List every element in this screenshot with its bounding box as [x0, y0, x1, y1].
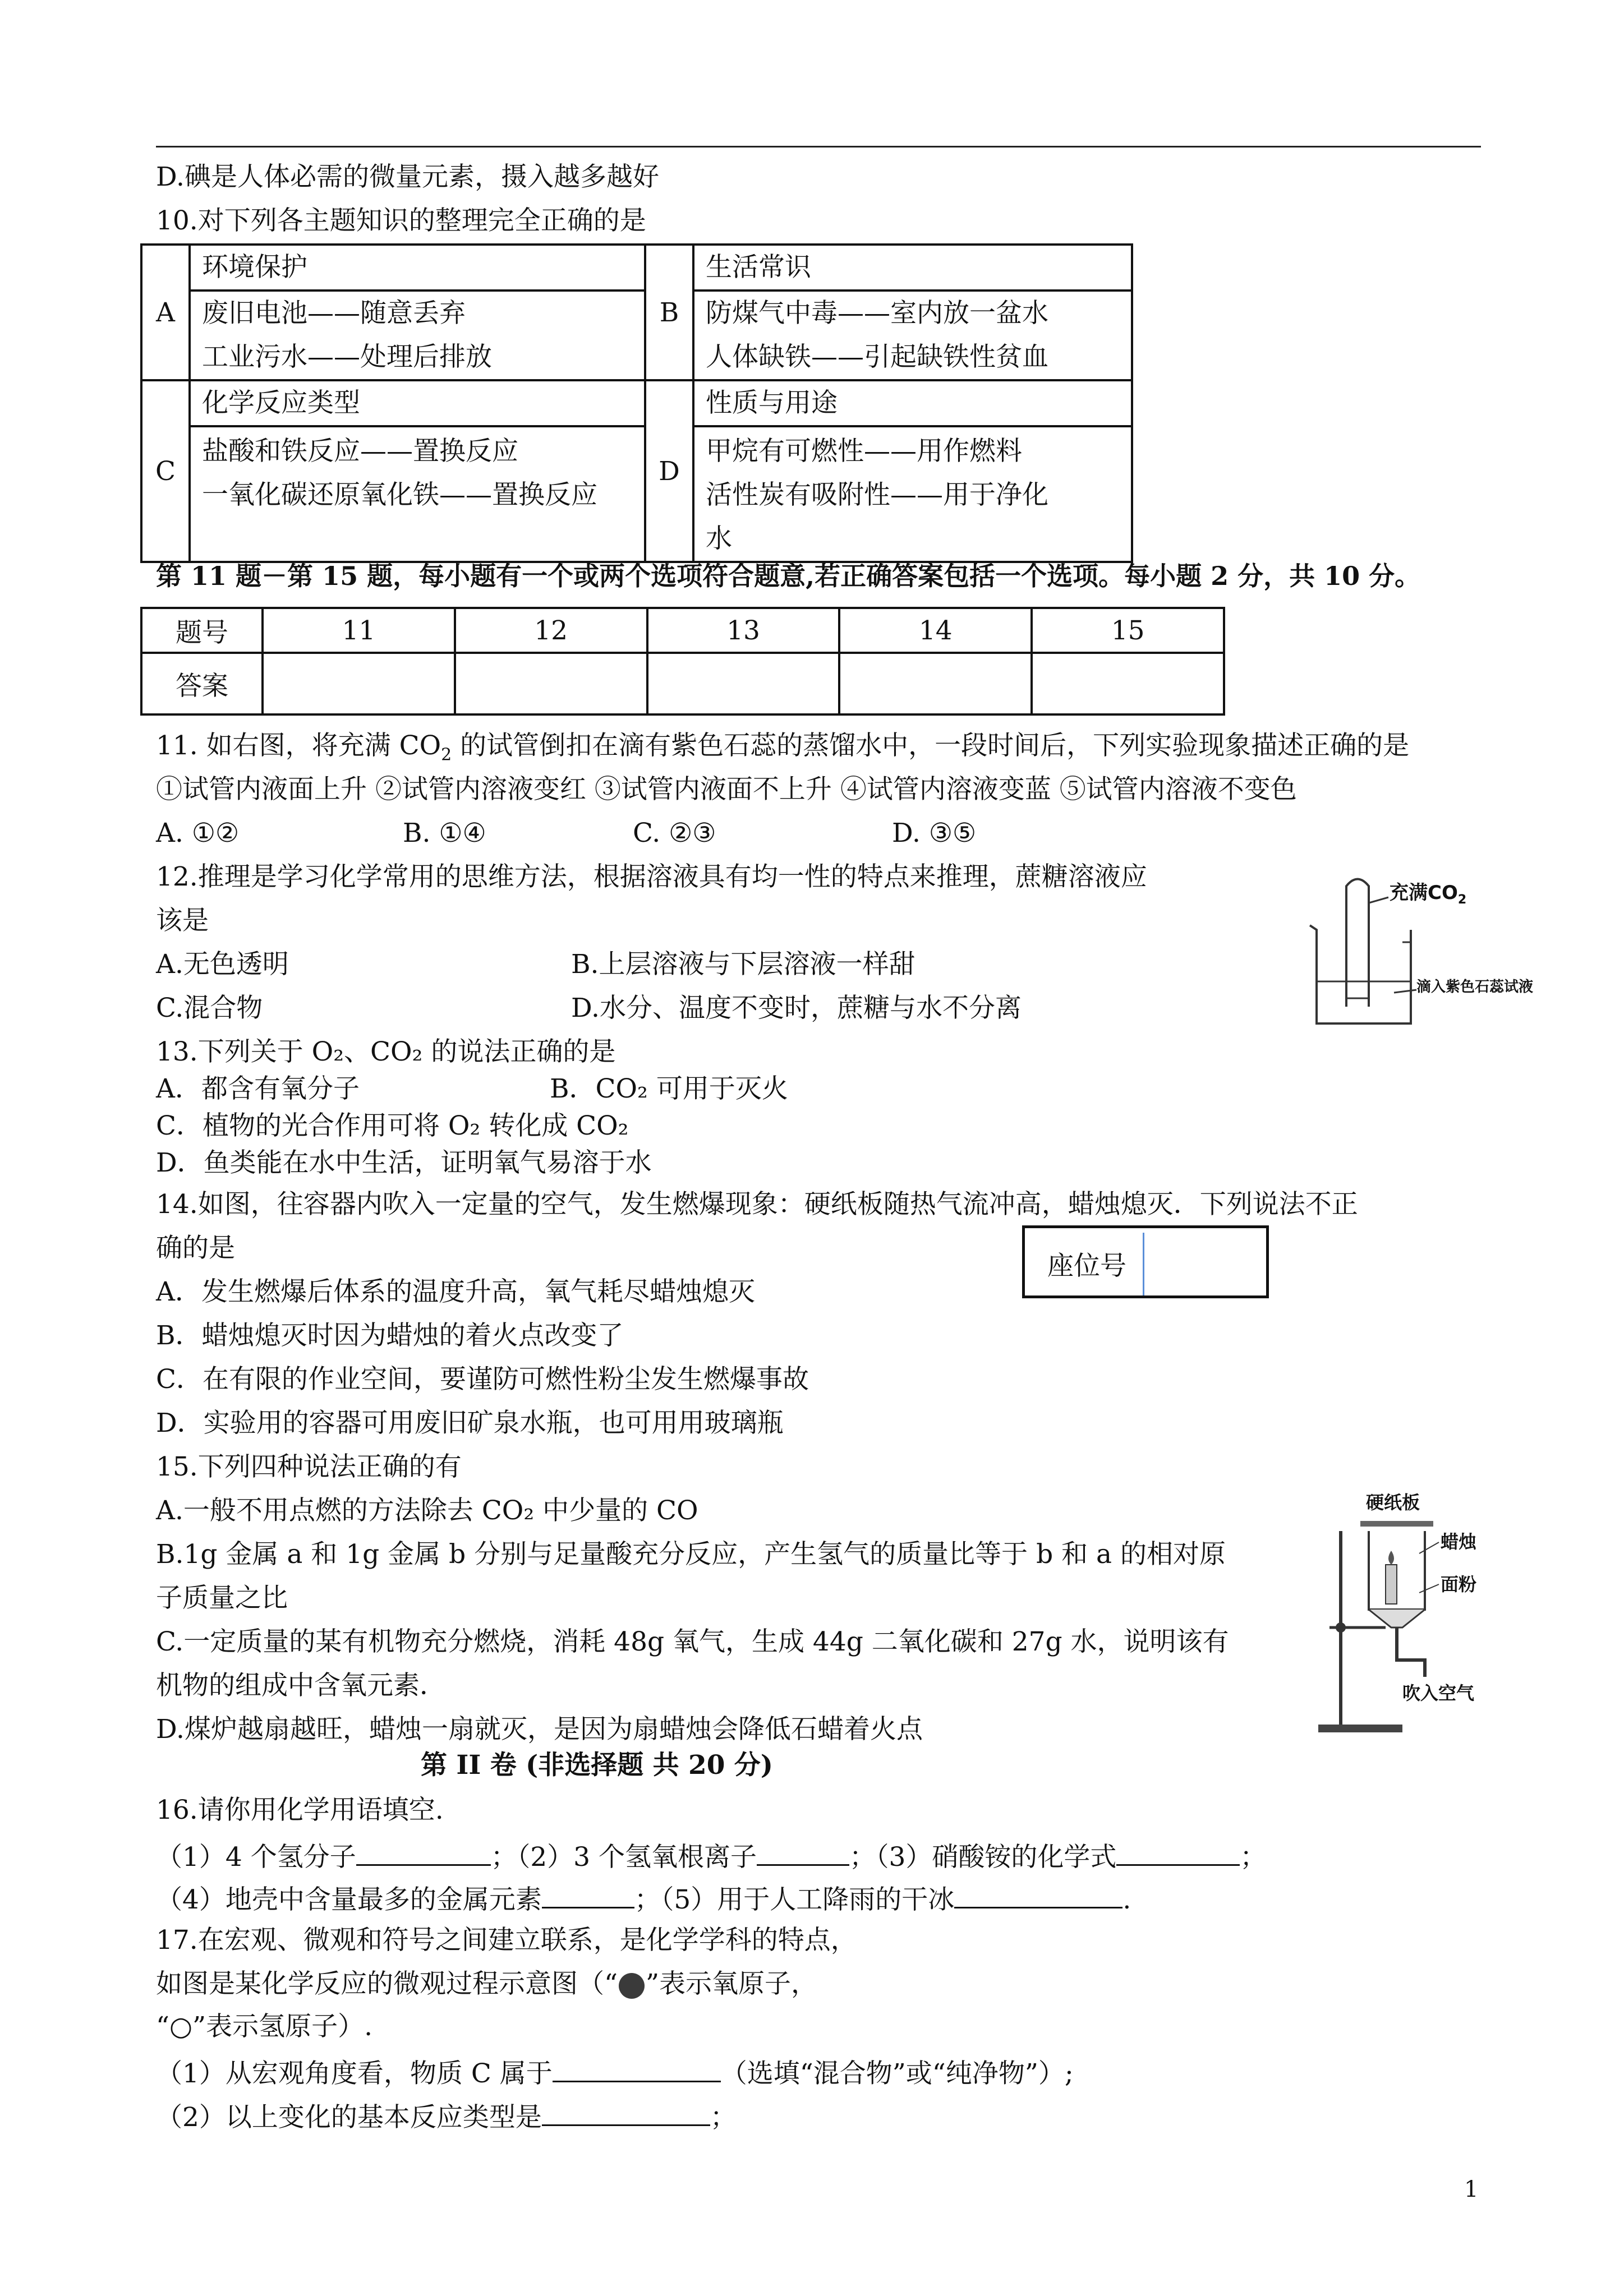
q10-d-body	[693, 426, 1132, 562]
answer-table-num: 13	[647, 608, 840, 653]
q16-part5-end: .	[1122, 1884, 1131, 1915]
answer-cell[interactable]	[839, 653, 1032, 714]
q12-stem-line1: 12.推理是学习化学常用的思维方法，根据溶液具有均一性的特点来推理，蔗糖溶液应	[156, 861, 1147, 892]
q10-c-line1: 盐酸和铁反应——置换反应	[202, 436, 518, 467]
q10-label-b: B	[645, 245, 693, 380]
fig2-label-candle: 蜡烛	[1441, 1531, 1477, 1552]
q10-d-line2: 活性炭有吸附性——用于净化	[706, 480, 1048, 510]
q10-b-head: 生活常识	[693, 245, 1132, 291]
q13-option-c: C．植物的光合作用可将 O₂ 转化成 CO₂	[156, 1110, 629, 1141]
q11-stem	[156, 730, 1409, 765]
q10-table	[140, 243, 1133, 563]
q10-c-line2: 一氧化碳还原氧化铁——置换反应	[202, 480, 597, 510]
q10-d-head: 性质与用途	[693, 380, 1132, 426]
q17-part1-hint: （选填“混合物”或“纯净物”）;	[720, 2058, 1074, 2089]
q11-items: ①试管内液面上升 ②试管内溶液变红 ③试管内液面不上升 ④试管内溶液变蓝 ⑤试管内溶液不变色	[156, 774, 1297, 805]
q16-blank-5[interactable]	[954, 1881, 1122, 1908]
part2-title: 第 II 卷 (非选择题 共 20 分)	[421, 1750, 774, 1781]
q16-part3-label: ；（3）硝酸铵的化学式	[849, 1842, 1117, 1873]
q10-label-d: D	[645, 380, 693, 562]
q11-option-d: D. ③⑤	[892, 818, 977, 849]
q14-option-b: B．蜡烛熄灭时因为蜡烛的着火点改变了	[156, 1320, 624, 1351]
q16-part5-label: ；（5）用于人工降雨的干冰	[634, 1884, 955, 1915]
q16-part1-label: （1）4 个氢分子	[156, 1842, 356, 1873]
fig1-label-top	[1390, 882, 1466, 907]
q13-stem: 13.下列关于 O₂、CO₂ 的说法正确的是	[156, 1036, 616, 1067]
q17-part2-end: ；	[710, 2102, 737, 2133]
answer-cell[interactable]	[1032, 653, 1224, 714]
q16-stem: 16.请你用化学用语填空.	[156, 1795, 444, 1825]
q17-stem-line2-b: ”表示氧原子，	[646, 1968, 818, 1999]
q14-option-c: C．在有限的作业空间，要谨防可燃性粉尘发生燃爆事故	[156, 1364, 809, 1395]
answer-table-row2-head: 答案	[141, 653, 263, 714]
q16-line1	[156, 1838, 1266, 1873]
q11-stem-sub: 2	[441, 745, 452, 765]
answer-table-row1-head: 题号	[141, 608, 263, 653]
q14-stem-line1: 14.如图，往容器内吹入一定量的空气，发生燃爆现象：硬纸板随热气流冲高，蜡烛熄灭．下列说法不正	[156, 1189, 1358, 1220]
q15-option-b-line2: 子质量之比	[156, 1583, 288, 1613]
q16-part4-label: （4）地壳中含量最多的金属元素	[156, 1884, 542, 1915]
seat-number-box	[1022, 1225, 1269, 1298]
fig2-label-flour: 面粉	[1441, 1574, 1477, 1595]
fig2-label-cardboard: 硬纸板	[1366, 1492, 1420, 1513]
q15-option-c-line2: 机物的组成中含氧元素．	[156, 1670, 446, 1701]
seat-number-label: 座位号	[1047, 1251, 1126, 1281]
q14-option-a: A．发生燃爆后体系的温度升高，氧气耗尽蜡烛熄灭	[156, 1276, 755, 1307]
seat-number-field[interactable]	[1143, 1233, 1144, 1295]
q10-label-a: A	[141, 245, 190, 380]
q16-part3-end: ；	[1240, 1842, 1267, 1873]
q17-stem-line2	[156, 1968, 817, 2000]
q10-b-line1: 防煤气中毒——室内放一盆水	[706, 298, 1048, 329]
q16-line2	[156, 1881, 1131, 1916]
q13-option-a: A．都含有氧分子	[156, 1073, 360, 1104]
fig1-label-top-sub: 2	[1457, 892, 1467, 907]
q10-b-body	[693, 291, 1132, 380]
q11-option-c: C. ②③	[633, 818, 716, 849]
q17-part2-label: （2）以上变化的基本反应类型是	[156, 2102, 542, 2133]
q15-stem: 15.下列四种说法正确的有	[156, 1451, 462, 1482]
section-note: 第 11 题－第 15 题，每小题有一个或两个选项符合题意,若正确答案包括一个选项。每小题 2 分，共 10 分。	[156, 561, 1421, 591]
q10-c-body	[190, 426, 645, 562]
q17-stem-line3: “○”表示氢原子）.	[156, 2011, 373, 2042]
answer-table-num: 11	[263, 608, 455, 653]
q10-a-head: 环境保护	[190, 245, 645, 291]
q17-blank-1[interactable]	[553, 2055, 721, 2082]
q9-option-d: D.碘是人体必需的微量元素，摄入越多越好	[156, 162, 659, 192]
q15-option-c-line1: C.一定质量的某有机物充分燃烧，消耗 48g 氧气，生成 44g 二氧化碳和 27g 水，说明该有	[156, 1626, 1229, 1657]
q10-c-head: 化学反应类型	[190, 380, 645, 426]
oxygen-atom-icon	[619, 1973, 645, 1999]
fig2-label-blow-air: 吹入空气	[1402, 1682, 1475, 1704]
q10-d-line3: 水	[706, 523, 732, 554]
q15-option-a: A.一般不用点燃的方法除去 CO₂ 中少量的 CO	[156, 1495, 698, 1526]
q15-option-b-line1: B.1g 金属 a 和 1g 金属 b 分别与足量酸充分反应，产生氢气的质量比等于 b 和 a 的相对原	[156, 1539, 1226, 1570]
q10-a-body	[190, 291, 645, 380]
page-number: 1	[1464, 2177, 1479, 2202]
q16-blank-2[interactable]	[757, 1838, 849, 1866]
q14-stem-line2: 确的是	[156, 1233, 235, 1264]
header-rule	[156, 146, 1481, 147]
q17-blank-2[interactable]	[542, 2099, 710, 2126]
q16-blank-4[interactable]	[542, 1881, 634, 1908]
test-tube-beaker-figure	[1304, 864, 1534, 1032]
q10-b-line2: 人体缺铁——引起缺铁性贫血	[706, 342, 1048, 372]
q14-option-d: D．实验用的容器可用废旧矿泉水瓶，也可用用玻璃瓶	[156, 1408, 784, 1439]
q11-stem-a: 11. 如右图，将充满 CO	[156, 730, 441, 761]
q11-option-a: A. ①②	[156, 818, 240, 849]
q16-blank-1[interactable]	[356, 1838, 491, 1866]
answer-cell[interactable]	[263, 653, 455, 714]
q17-part1	[156, 2055, 1074, 2090]
answer-table-num: 14	[839, 608, 1032, 653]
answer-table-num: 15	[1032, 608, 1224, 653]
answer-cell[interactable]	[455, 653, 647, 714]
dust-explosion-figure	[1307, 1481, 1498, 1739]
q16-blank-3[interactable]	[1116, 1838, 1240, 1866]
q17-part2	[156, 2099, 737, 2133]
q17-stem-line1: 17.在宏观、微观和符号之间建立联系，是化学学科的特点，	[156, 1925, 857, 1956]
q12-option-c: C.混合物	[156, 993, 263, 1023]
answer-table	[140, 607, 1225, 716]
q10-stem: 10.对下列各主题知识的整理完全正确的是	[156, 205, 646, 236]
q10-label-c: C	[141, 380, 190, 562]
answer-table-num: 12	[455, 608, 647, 653]
q10-a-line1: 废旧电池——随意丢弃	[202, 298, 466, 329]
q13-option-b: B．CO₂ 可用于灭火	[550, 1073, 788, 1104]
q17-part1-label: （1）从宏观角度看，物质 C 属于	[156, 2058, 553, 2089]
q10-a-line2: 工业污水——处理后排放	[202, 342, 492, 372]
q16-part2-label: ；（2）3 个氢氧根离子	[490, 1842, 757, 1873]
fig1-label-bottom: 滴入紫色石蕊试液	[1416, 979, 1534, 995]
fig1-label-top-text: 充满CO	[1390, 882, 1458, 904]
q12-option-d: D.水分、温度不变时，蔗糖与水不分离	[571, 993, 1022, 1023]
q13-option-d: D．鱼类能在水中生活，证明氧气易溶于水	[156, 1147, 652, 1178]
q10-d-line1: 甲烷有可燃性——用作燃料	[706, 436, 1022, 467]
q12-option-a: A.无色透明	[156, 949, 289, 980]
answer-cell[interactable]	[647, 653, 840, 714]
q17-stem-line2-a: 如图是某化学反应的微观过程示意图（“	[156, 1968, 618, 1999]
q11-stem-b: 的试管倒扣在滴有紫色石蕊的蒸馏水中，一段时间后，下列实验现象描述正确的是	[452, 730, 1410, 761]
q12-option-b: B.上层溶液与下层溶液一样甜	[571, 949, 915, 980]
q12-stem-line2: 该是	[156, 905, 209, 936]
q15-option-d: D.煤炉越扇越旺，蜡烛一扇就灭，是因为扇蜡烛会降低石蜡着火点	[156, 1714, 923, 1745]
q11-option-b: B. ①④	[403, 818, 486, 849]
